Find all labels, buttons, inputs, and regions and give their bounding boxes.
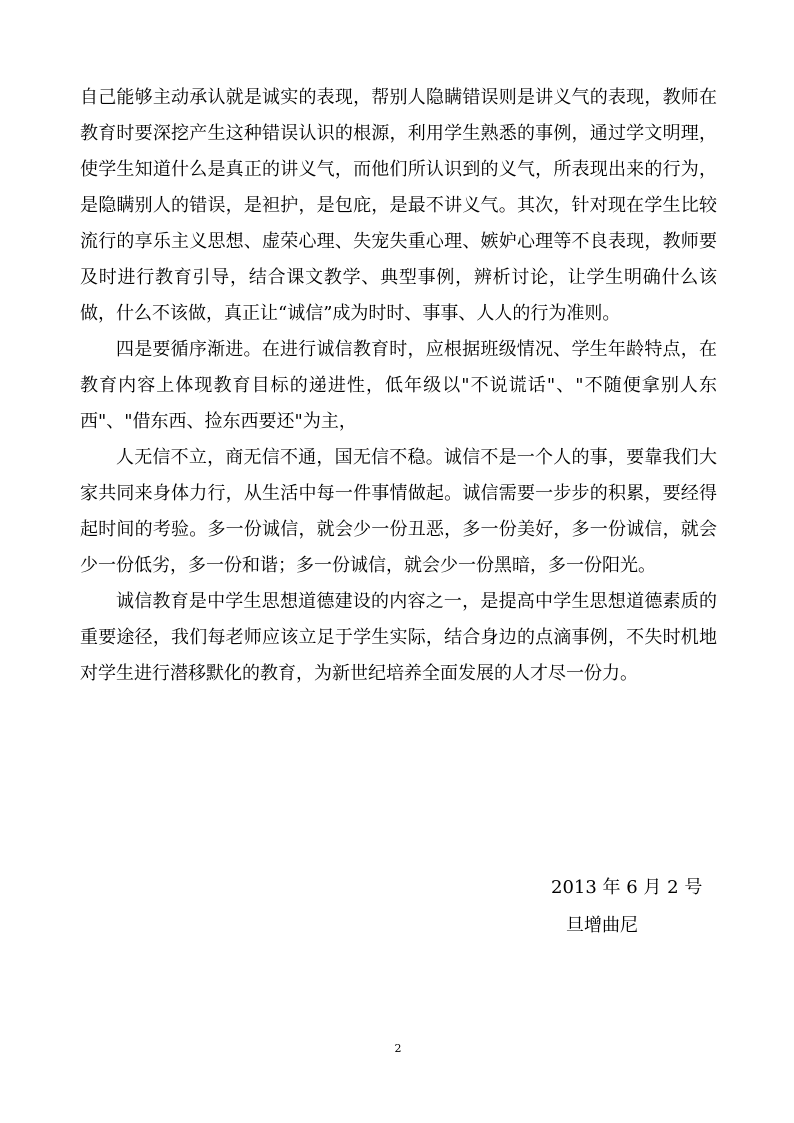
paragraph-continuation: 自己能够主动承认就是诚实的表现，帮别人隐瞒错误则是讲义气的表现，教师在教育时要深挖产生这种错误认识的根源，利用学生熟悉的事例，通过学文明理，使学生知道什么是真正的讲义气，而他们所认识到的义气，所表现出来的行为，是隐瞒别人的错误，是袒护，是包庇，是最不讲义气。其次，针对现在学生比较流行的享乐主义思想、虚荣心理、失宠失重心理、嫉妒心理等不良表现，教师要及时进行教育引导，结合课文教学、典型事例，辨析讨论，让学生明确什么该做，什么不该做，真正让“诚信”成为时时、事事、人人的行为准则。 <box>80 87 717 324</box>
signature-name: 旦增曲尼 <box>566 915 638 936</box>
paragraph-integrity-importance: 人无信不立，商无信不通，国无信不稳。诚信不是一个人的事，要靠我们大家共同来身体力行，从生活中每一件事情做起。诚信需要一步步的积累，要经得起时间的考验。多一份诚信，就会少一份丑恶，多一份美好，多一份诚信，就会少一份低劣，多一份和谐；多一份诚信，就会少一份黑暗，多一份阳光。 <box>80 447 717 576</box>
document-body <box>80 80 717 692</box>
paragraph-conclusion: 诚信教育是中学生思想道德建设的内容之一，是提高中学生思想道德素质的重要途径，我们每老师应该立足于学生实际，结合身边的点滴事例，不失时机地对学生进行潜移默化的教育，为新世纪培养全面发展的人才尽一份力。 <box>80 591 717 684</box>
paragraph-gradual-progress: 四是要循序渐进。在进行诚信教育时，应根据班级情况、学生年龄特点，在教育内容上体现教育目标的递进性，低年级以"不说谎话"、"不随便拿别人东西"、"借东西、捡东西要还"为主， <box>80 339 717 432</box>
page-number: 2 <box>394 1042 402 1055</box>
signature-date: 2013 年 6 月 2 号 <box>551 877 703 898</box>
